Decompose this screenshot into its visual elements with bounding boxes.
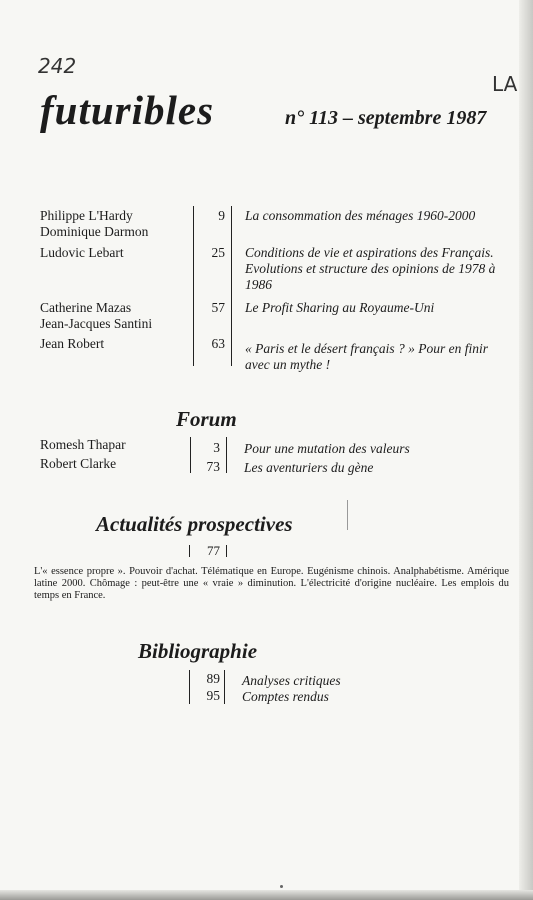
actualites-left-rule [189,545,190,557]
forum-page-number: 3 [213,440,220,455]
entry-authors [40,300,190,332]
scan-bottom-edge [0,890,533,900]
entry-page-number: 9 [218,208,225,223]
author-name: Jean Robert [40,336,105,351]
entry-authors [40,336,190,352]
bibliographie-heading: Bibliographie [138,639,258,663]
entry-title: La consommation des ménages 1960-2000 [245,208,476,223]
entry-authors [40,208,190,240]
handwritten-initials: LA [492,72,518,96]
actualites-right-rule [226,545,227,557]
journal-logo: futuribles [40,87,215,133]
author-name: Jean-Jacques Santini [40,316,153,331]
author-name: Catherine Mazas [40,300,132,315]
handwritten-number: 242 [38,54,77,78]
forum-page-number: 73 [206,459,220,474]
author-name: Dominique Darmon [40,224,149,239]
biblio-page-number: 95 [206,688,220,703]
entry-authors [40,245,190,261]
biblio-title: Analyses critiques [242,673,341,688]
page-edge-shadow [519,0,533,900]
biblio-right-rule [224,670,225,704]
scan-dot [280,885,283,888]
contents-entry [0,336,533,396]
forum-title: Les aventuriers du gène [244,460,374,475]
contents-entry [0,245,533,305]
author-name: Philippe L'Hardy [40,208,133,223]
entry-title: « Paris et le désert français ? » Pour en finir avec un mythe ! [245,341,488,372]
entry-title: Conditions de vie et aspirations des Français. Evolutions et structure des opinions de 1978 à 1986 [245,245,496,292]
forum-author: Robert Clarke [40,456,117,471]
forum-left-rule [190,437,191,473]
forum-right-rule [226,437,227,473]
forum-heading: Forum [176,407,237,431]
issue-label: n° 113 – septembre 1987 [285,107,487,129]
forum-author: Romesh Thapar [40,437,126,452]
entry-page-number: 57 [211,300,225,315]
biblio-page-number: 89 [206,671,220,686]
biblio-title: Comptes rendus [242,689,329,704]
actualites-summary: L'« essence propre ». Pouvoir d'achat. Télématique en Europe. Eugénisme chinois. Analphabétisme. Amérique latine 2000. Chômage : peut-être une « vraie » diminution. L'électricité d'origine nucléaire. Les emplois du temps en France. [34,566,509,601]
biblio-left-rule [189,670,190,704]
author-name: Ludovic Lebart [40,245,124,260]
entry-page-number: 63 [211,336,225,351]
entry-page-number: 25 [211,245,225,260]
scan-mark [347,500,348,530]
actualites-heading: Actualités prospectives [96,512,293,536]
entry-title: Le Profit Sharing au Royaume-Uni [245,300,435,315]
forum-title: Pour une mutation des valeurs [244,441,410,456]
actualites-page-number: 77 [207,543,220,558]
